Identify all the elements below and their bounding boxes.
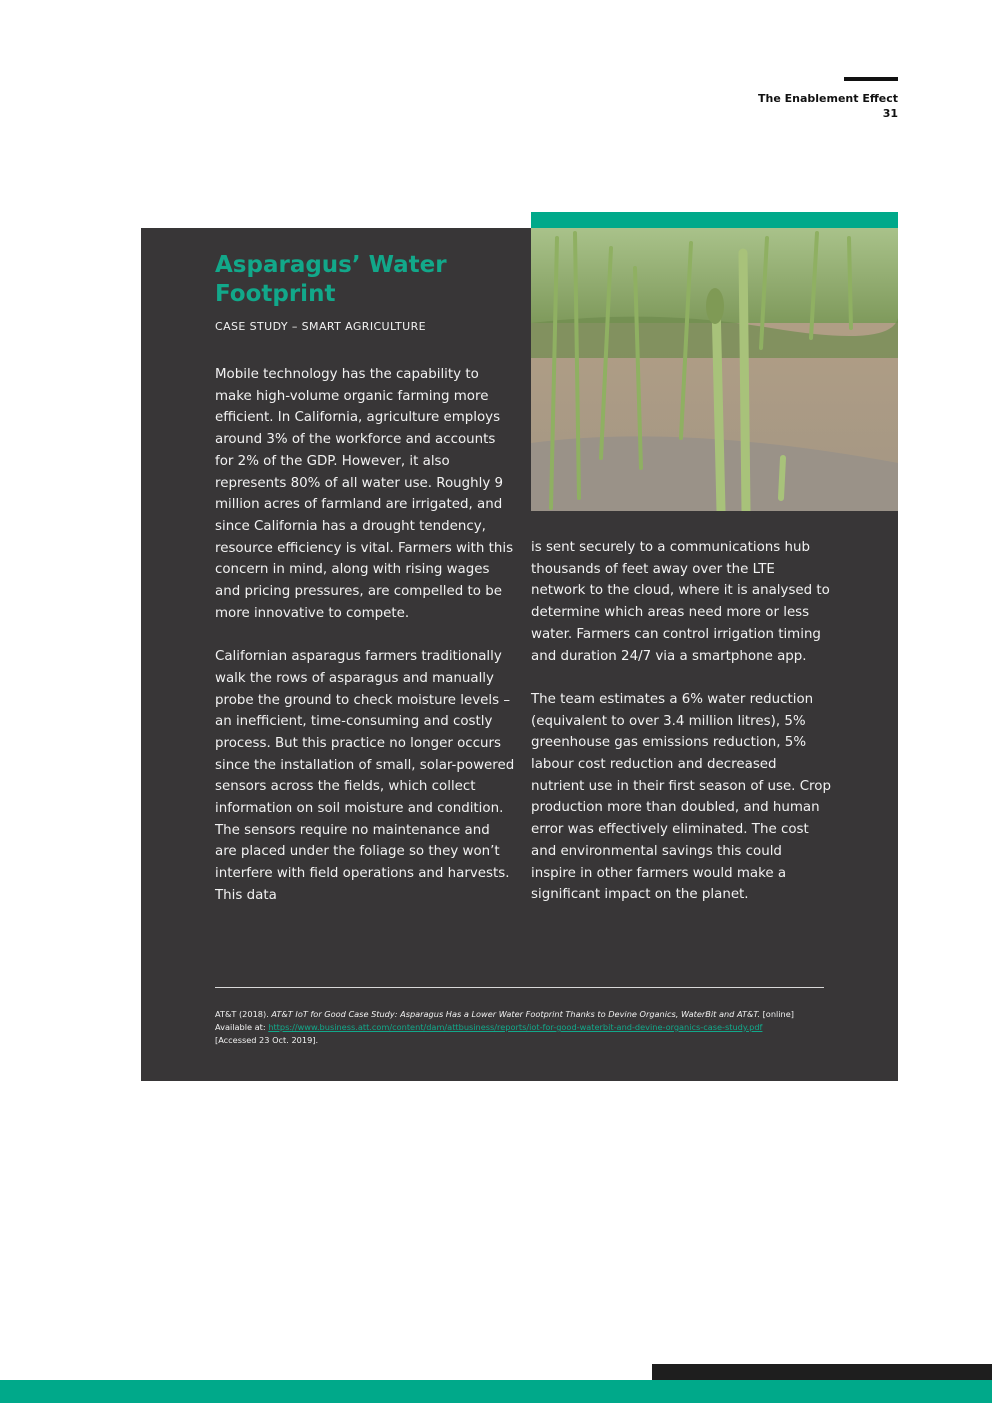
case-study-title: Asparagus’ Water Footprint (215, 252, 447, 307)
paragraph: Mobile technology has the capability to make high-volume organic farming more efficient. In California, agriculture employs around 3% of the workforce and accounts for 2% of the GDP. However, it also represents 80% of all water use. Roughly 9 million acres of farmland are irrigated, and since California has a drought tendency, resource efficiency is vital. Farmers with this concern in mind, along with rising wages and pricing pressures, are compelled to be more innovative to compete. (215, 367, 514, 621)
running-header (758, 91, 898, 121)
reference-divider (215, 987, 824, 988)
paragraph: The team estimates a 6% water reduction (equivalent to over 3.4 million litres), 5% greenhouse gas emissions reduction, 5% labour cost reduction and decreased nutrient use in their first season of use. Crop production more than doubled, and human error was effectively eliminated. The cost and environmental savings this could inspire in other farmers would make a significant impact on the planet. (531, 691, 831, 903)
asparagus-field-photo (531, 228, 898, 511)
footer-green-bar (0, 1380, 992, 1403)
page-number: 31 (882, 107, 898, 120)
reference-citation (215, 1008, 830, 1047)
left-column (215, 364, 515, 928)
reference-accessed: [Accessed 23 Oct. 2019]. (215, 1035, 319, 1045)
document-title: The Enablement Effect (757, 92, 898, 105)
reference-online-tag: [online] (762, 1009, 794, 1019)
paragraph: Californian asparagus farmers traditionally walk the rows of asparagus and manually probe the ground to check moisture levels – an inefficient, time-consuming and costly process. But this practice no longer occurs since the installation of small, solar-powered sensors across the fields, which collect information on soil moisture and condition. The sensors require no maintenance and are placed under the foliage so they won’t interfere with field operations and harvests. This data (215, 649, 515, 903)
header-accent-bar (844, 77, 898, 81)
footer-dark-bar (652, 1364, 992, 1380)
reference-author-year: AT&T (2018). (215, 1009, 269, 1019)
reference-available-label: Available at: (215, 1022, 266, 1032)
case-study-subtitle: CASE STUDY – SMART AGRICULTURE (215, 320, 426, 333)
reference-title: AT&T IoT for Good Case Study: Asparagus Has a Lower Water Footprint Thanks to Devine Organics, WaterBit and AT&T. (271, 1009, 760, 1019)
right-column (531, 537, 831, 928)
photo-accent-strip (531, 212, 898, 228)
reference-url-link[interactable]: https://www.business.att.com/content/dam/attbusiness/reports/iot-for-good-waterbit-and-devine-organics-case-study.pdf (268, 1022, 763, 1032)
paragraph: is sent securely to a communications hub thousands of feet away over the LTE network to the cloud, where it is analysed to determine which areas need more or less water. Farmers can control irrigation timing and duration 24/7 via a smartphone app. (531, 540, 830, 664)
